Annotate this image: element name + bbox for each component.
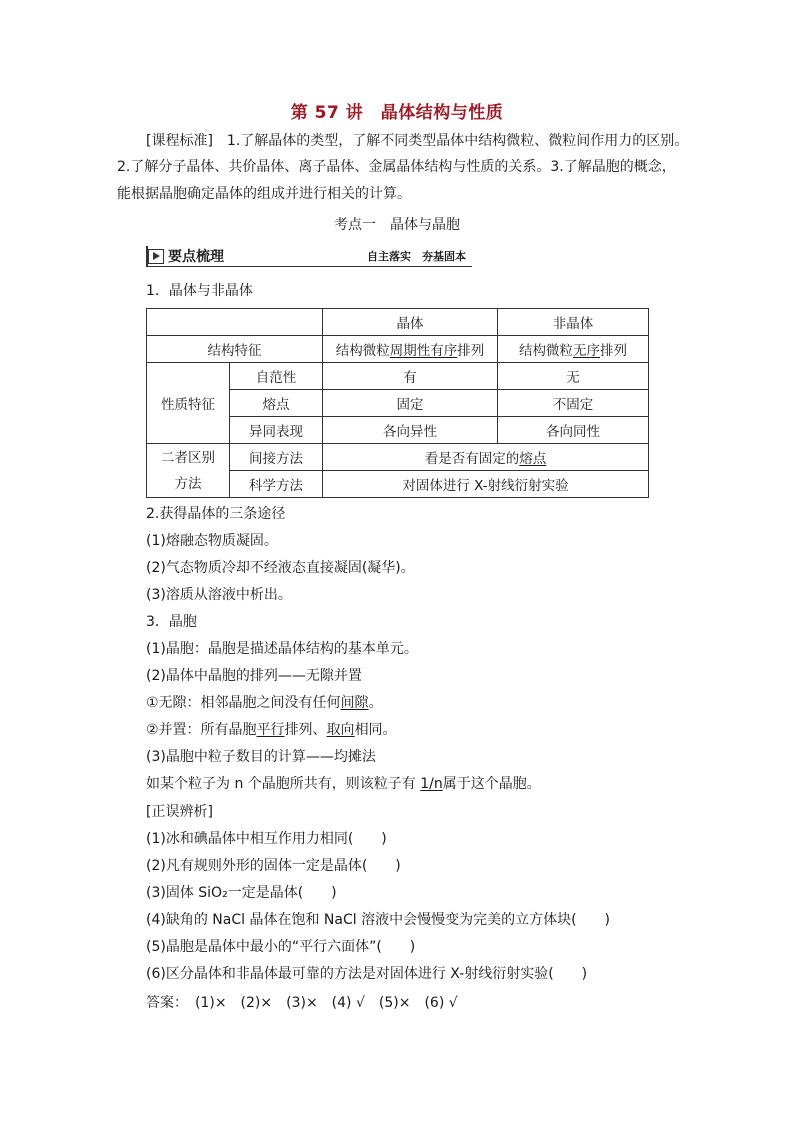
s3-heading: 3．晶胞 [146,614,197,630]
page-title: 第 57 讲 晶体结构与性质 [290,103,504,123]
s2-item: (3)溶质从溶液中析出。 [146,587,292,603]
property-label: 性质特征 [147,363,230,444]
s2-item: (1)熔融态物质凝固。 [146,533,278,549]
judge-item: (2)凡有规则外形的固体一定是晶体( ) [146,858,401,874]
s3-item-2a [146,690,383,716]
aniso-amorphous: 各向同性 [498,417,649,444]
structure-crystal-underline: 周期性有序 [389,343,458,359]
s3-2a-underline: 间隙 [340,695,369,711]
crystal-table [146,308,649,498]
table-row [147,336,649,363]
indirect-value [323,444,649,471]
s3-2b-underline-1: 平行 [256,722,285,738]
indirect-underline: 熔点 [519,451,547,467]
judge-item: (6)区分晶体和非晶体最可靠的方法是对固体进行 X-射线衍射实验( ) [146,966,588,982]
s3-3a-underline: 1/n [420,776,443,792]
self-label: 自范性 [230,363,323,390]
structure-amorphous-underline: 无序 [573,343,600,359]
answer-line: 答案： (1)× (2)× (3)× (4) √ (5)× (6) √ [146,995,458,1011]
melt-amorphous: 不固定 [498,390,649,417]
s3-2b-post: 相同。 [354,722,397,738]
s2-heading: 2.获得晶体的三条途径 [146,506,286,522]
melt-crystal: 固定 [323,390,498,417]
section-header-label: 要点梳理 [168,249,224,265]
s3-3a-pre: 如某个粒子为 n 个晶胞所共有，则该粒子有 [146,776,421,792]
section-header [146,246,472,267]
header-crystal: 晶体 [323,309,498,336]
table-row [147,309,649,336]
indirect-label: 间接方法 [230,444,323,471]
judge-heading: [正误辨析] [146,804,213,820]
judge-item: (5)晶胞是晶体中最小的“平行六面体”( ) [146,939,416,955]
table-row [147,363,649,390]
structure-amorphous [498,336,649,363]
judge-item: (4)缺角的 NaCl 晶体在饱和 NaCl 溶液中会慢慢变为完美的立方体块( ) [146,912,610,928]
section-header-slogan: 自主落实 夯基固本 [367,250,466,263]
melt-label: 熔点 [230,390,323,417]
structure-amorphous-pre: 结构微粒 [519,343,573,359]
table-cell-empty [147,309,323,336]
header-amorphous: 非晶体 [498,309,649,336]
s3-3a-post: 属于这个晶胞。 [442,776,541,792]
course-standard-tag: [课程标准] [146,133,213,149]
course-standard-line2: 2.了解分子晶体、共价晶体、离子晶体、金属晶体结构与性质的关系。3.了解晶胞的概念， [117,159,676,175]
s2-item: (2)气态物质冷却不经液态直接凝固(凝华)。 [146,560,415,576]
diff-label [147,444,230,498]
self-crystal: 有 [323,363,498,390]
s3-item-2: (2)晶体中晶胞的排列——无隙并置 [146,668,362,684]
structure-amorphous-post: 排列 [600,343,627,359]
s3-2a-post: 。 [368,695,383,711]
s3-item-3: (3)晶胞中粒子数目的计算——均摊法 [146,749,376,765]
judge-item: (3)固体 SiO₂一定是晶体( ) [146,885,337,901]
s3-2b-pre: ②并置：所有晶胞 [146,722,257,738]
self-amorphous: 无 [498,363,649,390]
structure-crystal-pre: 结构微粒 [335,343,390,359]
structure-crystal-post: 排列 [457,343,485,359]
judge-item: (1)冰和碘晶体中相互作用力相同( ) [146,831,387,847]
diff-label-2: 方法 [174,475,202,492]
structure-crystal [323,336,498,363]
diff-label-1: 二者区别 [161,449,215,466]
table-row [147,444,649,471]
course-standard-line3: 能根据晶胞确定晶体的组成并进行相关的计算。 [117,186,411,202]
s3-item-2b [146,717,397,743]
s1-heading: 1．晶体与非晶体 [146,283,253,299]
s3-2b-underline-2: 取向 [326,722,355,738]
kaodian-heading: 考点一 晶体与晶胞 [334,217,460,233]
s3-item-3a [146,771,541,797]
course-standard-line1 [146,128,688,154]
indirect-pre: 看是否有固定的 [424,451,520,467]
aniso-crystal: 各向异性 [323,417,498,444]
science-value: 对固体进行 X-射线衍射实验 [323,471,649,498]
course-standard-text1: 1.了解晶体的类型，了解不同类型晶体中结构微粒、微粒间作用力的区别。 [212,133,689,149]
structure-label: 结构特征 [147,336,323,363]
science-label: 科学方法 [230,471,323,498]
play-icon [148,249,164,264]
s3-2a-pre: ①无隙：相邻晶胞之间没有任何 [146,695,341,711]
s3-2b-mid: 排列、 [284,722,327,738]
aniso-label: 异同表现 [230,417,323,444]
s3-item-1: (1)晶胞：晶胞是描述晶体结构的基本单元。 [146,641,418,657]
